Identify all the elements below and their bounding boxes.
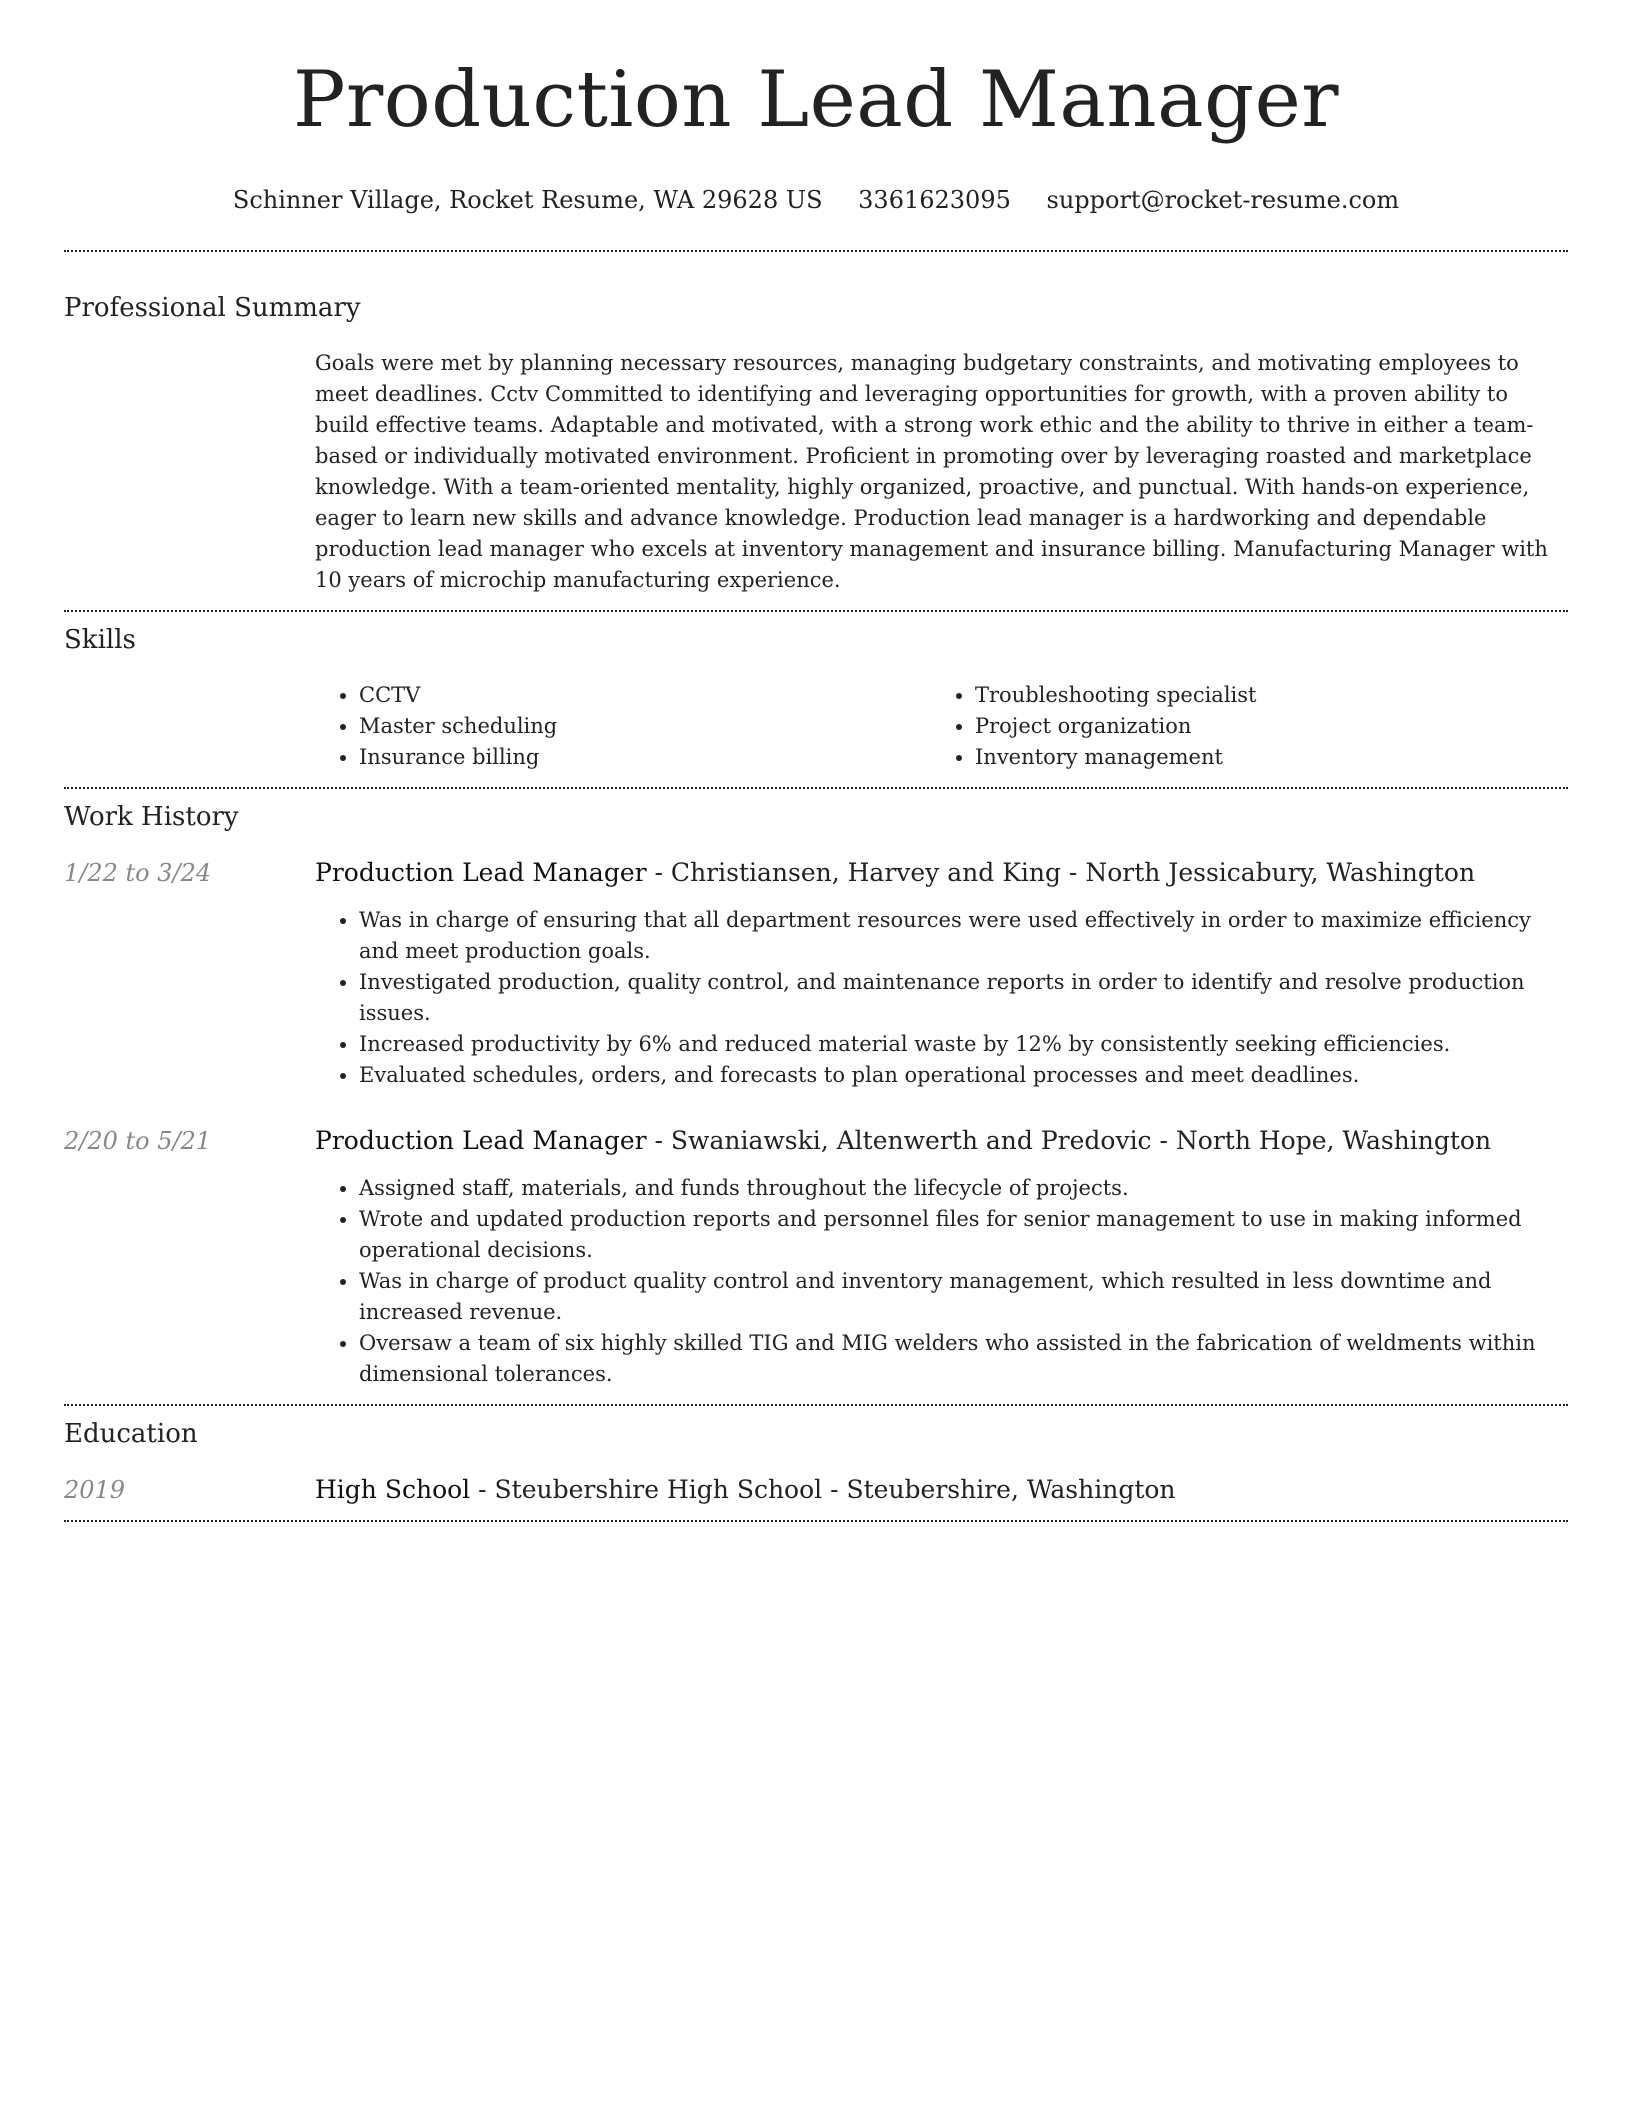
- contact-info: [64, 184, 1568, 216]
- job-role: Production Lead Manager: [315, 858, 647, 887]
- job-details: - Christiansen, Harvey and King - North Jessicabury, Washington: [646, 858, 1476, 887]
- divider: [64, 787, 1568, 789]
- job-heading: [315, 1125, 1568, 1157]
- job-bullet: • Increased productivity by 6% and reduced material waste by 12% by consistently seeking efficiencies.: [359, 1029, 1568, 1060]
- section-title-summary: Professional Summary: [64, 293, 361, 323]
- job-bullet: • Assigned staff, materials, and funds throughout the lifecycle of projects.: [359, 1173, 1568, 1204]
- skill-item: • Insurance billing: [359, 742, 931, 773]
- job-role: Production Lead Manager: [315, 1126, 647, 1155]
- contact-phone: 3361623095: [858, 186, 1011, 214]
- section-title-work-history: Work History: [64, 802, 239, 832]
- skill-item: • Master scheduling: [359, 711, 931, 742]
- job-dates: 2/20 to 5/21: [64, 1127, 212, 1155]
- job-bullet: • Investigated production, quality control, and maintenance reports in order to identify and resolve production issues.: [359, 967, 1568, 1029]
- job-entry: [64, 857, 1568, 1091]
- job-bullets: [315, 1173, 1568, 1390]
- job-bullets: [315, 905, 1568, 1091]
- job-details: - Swaniawski, Altenwerth and Predovic - North Hope, Washington: [646, 1126, 1492, 1155]
- section-title-skills: Skills: [64, 625, 136, 655]
- contact-email: support@rocket-resume.com: [1046, 186, 1400, 214]
- job-body: [315, 1125, 1568, 1390]
- job-dates: 1/22 to 3/24: [64, 859, 212, 887]
- divider: [64, 1404, 1568, 1406]
- education-entry: [64, 1474, 1568, 1506]
- education-year: 2019: [64, 1476, 126, 1504]
- job-heading: [315, 857, 1568, 889]
- job-bullet: • Oversaw a team of six highly skilled TIG and MIG welders who assisted in the fabrication of weldments within dimensional tolerances.: [359, 1328, 1568, 1390]
- job-bullet: • Was in charge of ensuring that all department resources were used effectively in order to maximize efficiency and meet production goals.: [359, 905, 1568, 967]
- job-body: [315, 857, 1568, 1091]
- divider: [64, 1520, 1568, 1522]
- skill-item: • Inventory management: [975, 742, 1547, 773]
- job-bullet: • Wrote and updated production reports and personnel files for senior management to use in making informed operational decisions.: [359, 1204, 1568, 1266]
- skill-item: • Troubleshooting specialist: [975, 680, 1547, 711]
- skill-item: • Project organization: [975, 711, 1547, 742]
- education-degree: High School: [315, 1475, 471, 1504]
- skill-item: • CCTV: [359, 680, 931, 711]
- section-title-education: Education: [64, 1419, 198, 1449]
- resume-name: Production Lead Manager: [292, 55, 1340, 145]
- job-bullet: • Evaluated schedules, orders, and forecasts to plan operational processes and meet deadlines.: [359, 1060, 1568, 1091]
- divider: [64, 610, 1568, 612]
- education-details: - Steubershire High School - Steubershire, Washington: [470, 1475, 1176, 1504]
- contact-address: Schinner Village, Rocket Resume, WA 29628 US: [232, 186, 823, 214]
- job-entry: [64, 1125, 1568, 1390]
- divider: [64, 250, 1568, 252]
- skills-column-left: [315, 680, 931, 773]
- skills-column-right: [931, 680, 1547, 773]
- summary-text: Goals were met by planning necessary resources, managing budgetary constraints, and motivating employees to meet deadlines. Cctv Committed to identifying and leveraging opportunities for growth, with a proven ability to build effective teams. Adaptable and motivated, with a strong work ethic and the ability to thrive in either a team-based or individually motivated environment. Proficient in promoting over by leveraging roasted and marketplace knowledge. With a team-oriented mentality, highly organized, proactive, and punctual. With hands-on experience, eager to learn new skills and advance knowledge. Production lead manager is a hardworking and dependable production lead manager who excels at inventory management and insurance billing. Manufacturing Manager with 10 years of microchip manufacturing experience.: [315, 351, 1548, 592]
- job-bullet: • Was in charge of product quality control and inventory management, which resulted in less downtime and increased revenue.: [359, 1266, 1568, 1328]
- education-heading: [315, 1474, 1176, 1506]
- skills-list: [315, 680, 1568, 773]
